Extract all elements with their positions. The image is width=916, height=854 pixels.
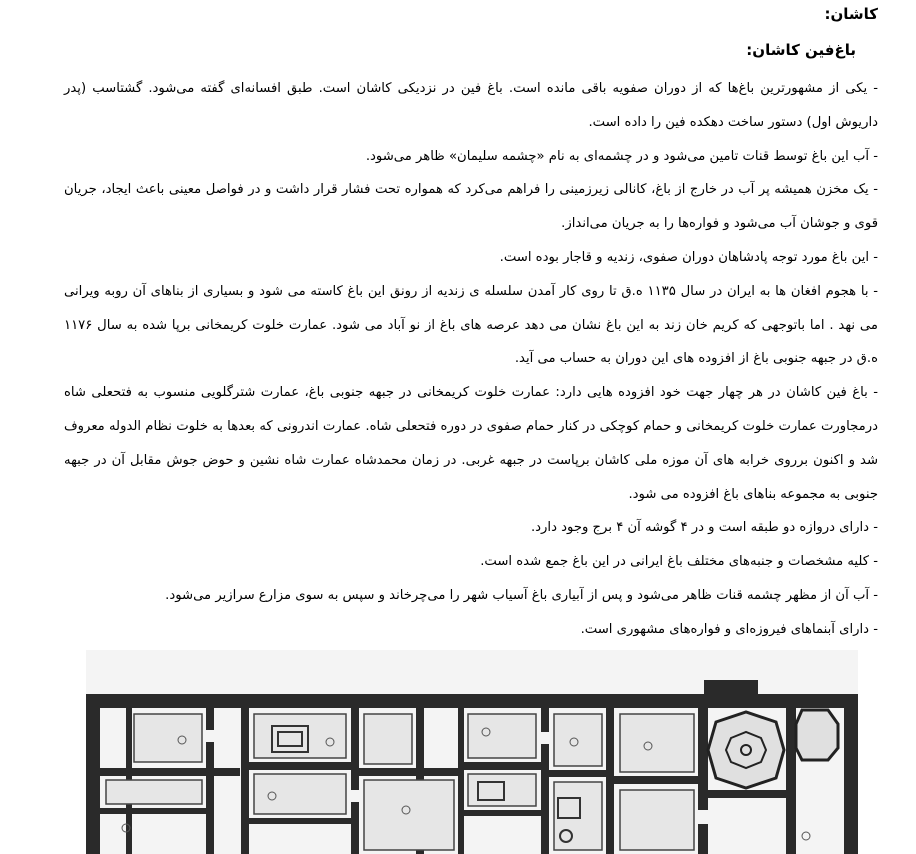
paragraph: - این باغ مورد توجه پادشاهان دوران صفوی، زندیه و قاجار بوده است. <box>499 249 878 265</box>
section-title: باغ‌فین کاشان: <box>746 41 856 59</box>
paragraph: - آب این باغ توسط قنات تامین می‌شود و در چشمه‌ای به نام «چشمه سلیمان» ظاهر می‌شود. <box>365 148 878 164</box>
body-text <box>64 72 878 647</box>
paragraph: - دارای دروازه دو طبقه است و در ۴ گوشه آن ۴ برج وجود دارد. <box>530 520 878 536</box>
floor-plan-drawing <box>86 650 858 854</box>
paragraph: - باغ فین کاشان در هر چهار جهت خود افزوده هایی دارد: عمارت خلوت کریمخانی در جبهه جنوبی باغ، عمارت شترگلویی منسوب به فتحعلی شاه درمجاورت عمارت خلوت کریمخانی و حمام کوچکی در کنار حمام صفوی در دوره فتحعلی شاه. عمارت اندرونی که بعدها به خلوت نظام الدوله معروف شد و اکنون برروی خرابه های آن موزه ملی کاشان برپاست در جبهه غربی. در زمان محمدشاه عمارت شاه نشین و حوض جوش مقابل آن در جبهه جنوبی به مجموعه بناهای باغ افزوده می شود. <box>64 385 878 502</box>
octagon-pavilion <box>708 710 838 788</box>
floor-plan-image <box>86 650 858 854</box>
page-title: کاشان: <box>824 5 878 23</box>
paragraph: - یک مخزن همیشه پر آب در خارج از باغ، کانالی زیرزمینی را فراهم می‌کرد که همواره تحت فشار قرار داشت و در فواصل معینی باعث ایجاد، جریان قوی و جوشان آب می‌شود و فواره‌ها را به جریان می‌انداز. <box>64 182 878 232</box>
paragraph: - دارای آبنماهای فیروزه‌ای و فواره‌های مشهوری است. <box>580 621 878 637</box>
paragraph: - یکی از مشهورترین باغ‌ها که از دوران صفویه باقی مانده است. باغ فین در نزدیکی کاشان است. طبق افسانه‌ای گفته می‌شود. گشتاسب (پدر داریوش اول) دستور ساخت دهکده فین را داده است. <box>64 81 878 130</box>
paragraph: - آب آن از مظهر چشمه قنات ظاهر می‌شود و پس از آبیاری باغ آسیاب شهر را می‌چرخاند و سپس به سوی مزارع سرازیر می‌شود. <box>165 587 878 603</box>
paragraph: - با هجوم افغان ها به ایران در سال ۱۱۳۵ ه.ق تا روی کار آمدن سلسله ی زندیه از رونق این باغ کاسته می شود و بسیاری از بناهای آن روبه ویرانی می نهد . اما باتوجهی که کریم خان زند به این باغ نشان می دهد عرصه های باغ از نو آباد می شود. عمارت خلوت کریمخانی برپا شده به سال ۱۱۷۶ ه.ق در جبهه جنوبی باغ از افزوده های این دوران به حساب می آید. <box>64 283 879 367</box>
paragraph: - کلیه مشخصات و جنبه‌های مختلف باغ ایرانی در این باغ جمع شده است. <box>480 554 878 570</box>
